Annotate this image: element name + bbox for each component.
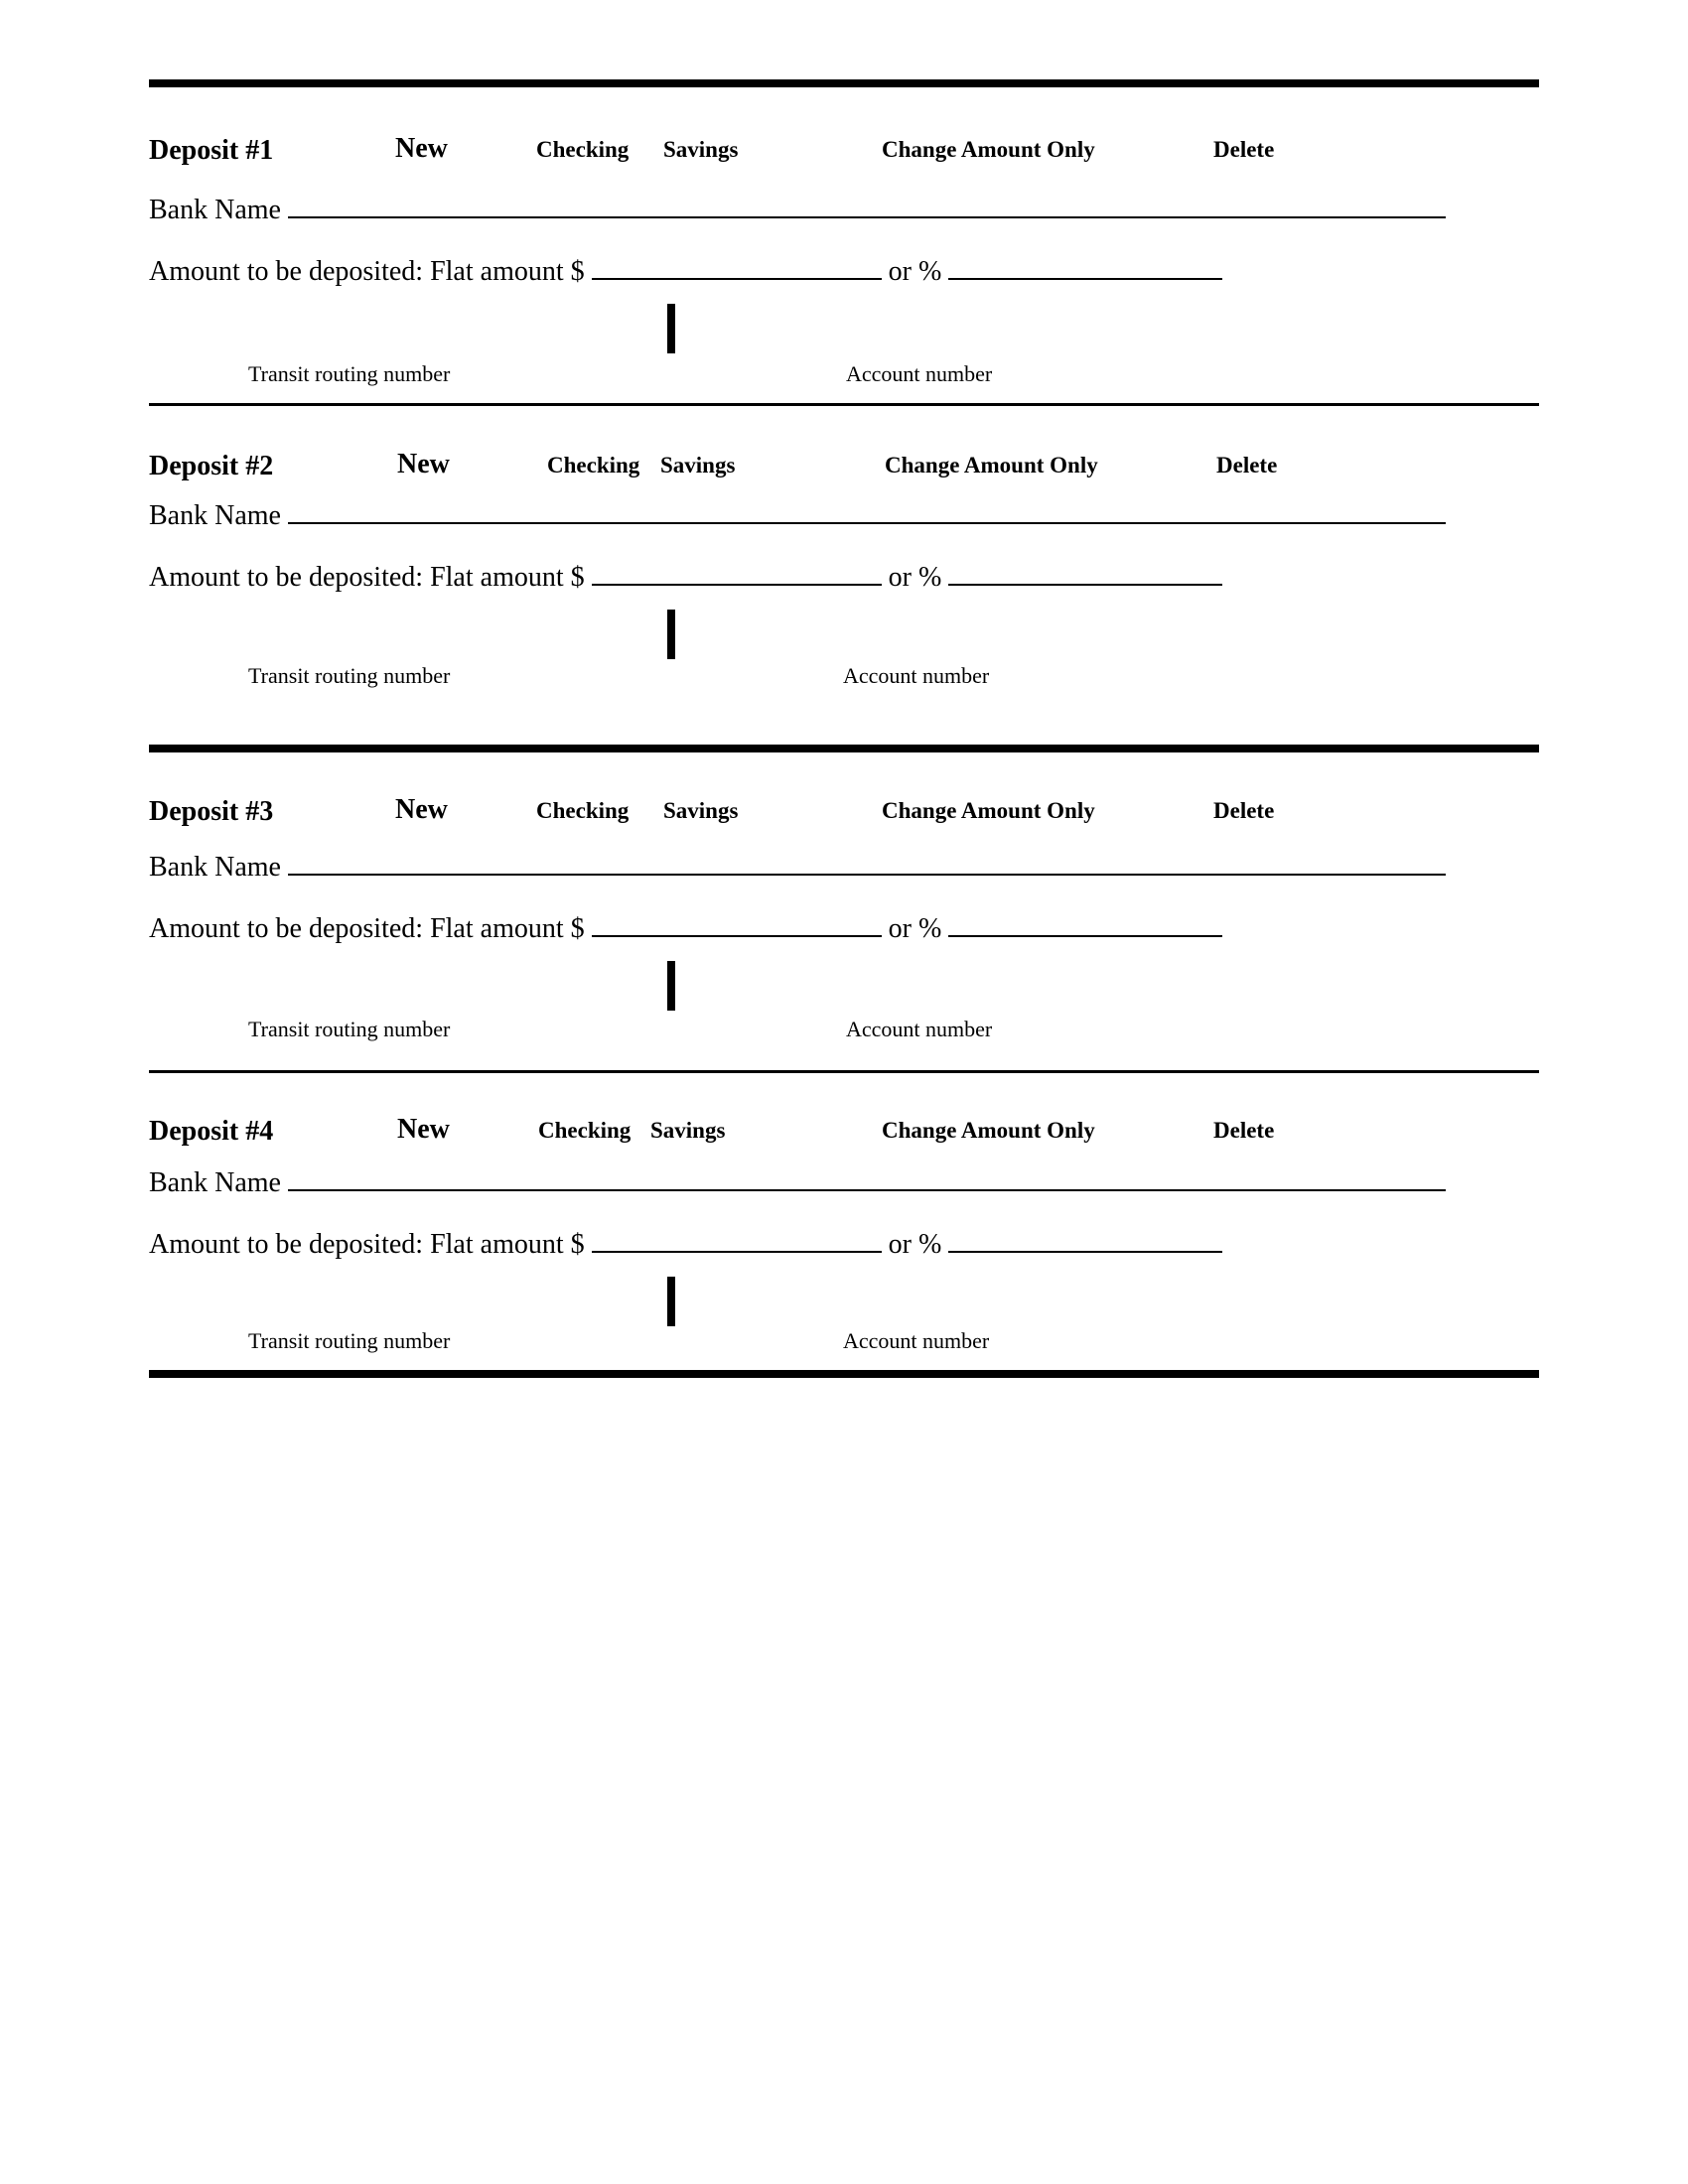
delete-option[interactable]: Delete — [1213, 798, 1275, 823]
bank-name-row — [149, 848, 1446, 884]
change-amount-only-option[interactable]: Change Amount Only — [882, 1118, 1095, 1143]
checking-option[interactable]: Checking — [547, 453, 640, 478]
routing-account-divider — [667, 961, 675, 1011]
top-rule — [149, 79, 1539, 87]
new-option[interactable]: New — [395, 794, 448, 825]
bottom-rule — [149, 1370, 1539, 1378]
savings-option[interactable]: Savings — [650, 1118, 726, 1143]
new-option[interactable]: New — [397, 1114, 450, 1145]
routing-account-divider — [667, 610, 675, 659]
deposit-block-2 — [0, 451, 1688, 768]
flat-amount-field[interactable] — [592, 909, 882, 937]
account-number-label: Account number — [843, 663, 990, 688]
bank-name-label: Bank Name — [149, 852, 281, 883]
bank-name-label: Bank Name — [149, 1167, 281, 1198]
flat-amount-field[interactable] — [592, 558, 882, 586]
deposit-title: Deposit #1 — [149, 135, 274, 166]
transit-routing-label: Transit routing number — [248, 1328, 451, 1353]
separator-rule — [149, 403, 1539, 406]
savings-option[interactable]: Savings — [663, 137, 739, 162]
bank-name-label: Bank Name — [149, 500, 281, 531]
deposit-title: Deposit #2 — [149, 451, 274, 481]
account-number-label: Account number — [846, 1017, 993, 1041]
bank-name-label: Bank Name — [149, 195, 281, 225]
amount-row — [149, 558, 1222, 594]
bank-name-row — [149, 191, 1446, 226]
amount-label: Amount to be deposited: Flat amount $ — [149, 1229, 585, 1260]
new-option[interactable]: New — [397, 449, 450, 479]
deposit-title: Deposit #3 — [149, 796, 274, 827]
transit-routing-label: Transit routing number — [248, 1017, 451, 1041]
percent-field[interactable] — [948, 1225, 1222, 1253]
bank-name-row — [149, 496, 1446, 532]
change-amount-only-option[interactable]: Change Amount Only — [882, 137, 1095, 162]
delete-option[interactable]: Delete — [1213, 137, 1275, 162]
transit-routing-label: Transit routing number — [248, 361, 451, 386]
checking-option[interactable]: Checking — [536, 798, 630, 823]
bank-name-field[interactable] — [288, 848, 1446, 876]
deposit-block-3 — [0, 796, 1688, 1114]
savings-option[interactable]: Savings — [663, 798, 739, 823]
percent-field[interactable] — [948, 558, 1222, 586]
separator-rule — [149, 1070, 1539, 1073]
percent-field[interactable] — [948, 909, 1222, 937]
percent-label: or % — [888, 256, 942, 287]
separator-rule — [149, 745, 1539, 752]
routing-account-divider — [667, 1277, 675, 1326]
savings-option[interactable]: Savings — [660, 453, 736, 478]
routing-account-divider — [667, 304, 675, 353]
percent-field[interactable] — [948, 252, 1222, 280]
account-number-label: Account number — [846, 361, 993, 386]
bank-name-field[interactable] — [288, 191, 1446, 218]
change-amount-only-option[interactable]: Change Amount Only — [885, 453, 1098, 478]
deposit-block-4 — [0, 1116, 1688, 1433]
percent-label: or % — [888, 913, 942, 944]
percent-label: or % — [888, 1229, 942, 1260]
amount-row — [149, 252, 1222, 288]
account-number-label: Account number — [843, 1328, 990, 1353]
delete-option[interactable]: Delete — [1216, 453, 1278, 478]
bank-name-field[interactable] — [288, 496, 1446, 524]
transit-routing-label: Transit routing number — [248, 663, 451, 688]
bank-name-row — [149, 1163, 1446, 1199]
amount-label: Amount to be deposited: Flat amount $ — [149, 562, 585, 593]
amount-row — [149, 909, 1222, 945]
flat-amount-field[interactable] — [592, 1225, 882, 1253]
amount-label: Amount to be deposited: Flat amount $ — [149, 256, 585, 287]
new-option[interactable]: New — [395, 133, 448, 164]
amount-row — [149, 1225, 1222, 1261]
checking-option[interactable]: Checking — [538, 1118, 632, 1143]
flat-amount-field[interactable] — [592, 252, 882, 280]
deposit-title: Deposit #4 — [149, 1116, 274, 1147]
bank-name-field[interactable] — [288, 1163, 1446, 1191]
amount-label: Amount to be deposited: Flat amount $ — [149, 913, 585, 944]
percent-label: or % — [888, 562, 942, 593]
change-amount-only-option[interactable]: Change Amount Only — [882, 798, 1095, 823]
checking-option[interactable]: Checking — [536, 137, 630, 162]
delete-option[interactable]: Delete — [1213, 1118, 1275, 1143]
